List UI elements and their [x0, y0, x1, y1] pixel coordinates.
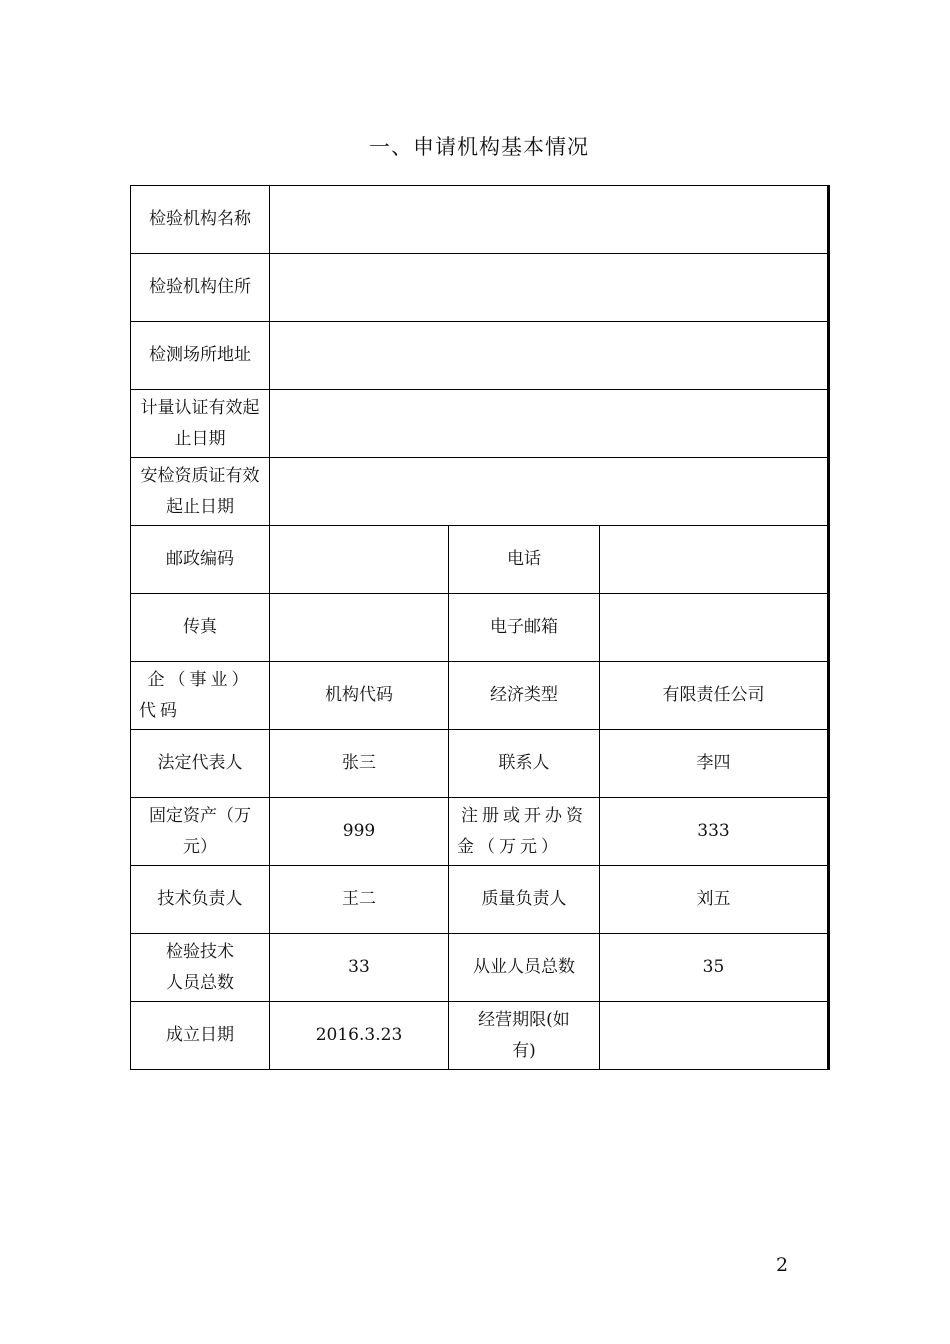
table-row: [131, 594, 829, 662]
email-label: 电子邮箱: [449, 594, 600, 662]
legal-representative-value[interactable]: 张三: [270, 730, 449, 798]
safety-cert-validity-value[interactable]: [270, 458, 829, 526]
testing-site-address-value[interactable]: [270, 322, 829, 390]
table-row: [131, 254, 829, 322]
institution-info-table: [130, 185, 830, 1070]
postal-code-label: 邮政编码: [131, 526, 270, 594]
fax-label: 传真: [131, 594, 270, 662]
institution-address-label: 检验机构住所: [131, 254, 270, 322]
phone-value[interactable]: [600, 526, 829, 594]
table-row: [131, 866, 829, 934]
registered-capital-label: 注册或开办资金（万元）: [449, 798, 600, 866]
table-row: [131, 186, 829, 254]
business-term-value[interactable]: [600, 1002, 829, 1070]
technical-manager-label: 技术负责人: [131, 866, 270, 934]
contact-person-value[interactable]: 李四: [600, 730, 829, 798]
table-row: [131, 458, 829, 526]
table-row: [131, 662, 829, 730]
institution-address-value[interactable]: [270, 254, 829, 322]
metrology-cert-validity-value[interactable]: [270, 390, 829, 458]
page-number: 2: [776, 1254, 789, 1276]
metrology-cert-validity-label: 计量认证有效起止日期: [131, 390, 270, 458]
institution-name-label: 检验机构名称: [131, 186, 270, 254]
enterprise-code-value[interactable]: 机构代码: [270, 662, 449, 730]
contact-person-label: 联系人: [449, 730, 600, 798]
quality-manager-value[interactable]: 刘五: [600, 866, 829, 934]
enterprise-code-label: 企（事业）代码: [131, 662, 270, 730]
table-row: [131, 526, 829, 594]
table-row: [131, 934, 829, 1002]
page-title: 一、申请机构基本情况: [369, 135, 589, 159]
technical-manager-value[interactable]: 王二: [270, 866, 449, 934]
table-row: [131, 1002, 829, 1070]
testing-site-address-label: 检测场所地址: [131, 322, 270, 390]
postal-code-value[interactable]: [270, 526, 449, 594]
technical-staff-total-value[interactable]: 33: [270, 934, 449, 1002]
table-row: [131, 798, 829, 866]
legal-representative-label: 法定代表人: [131, 730, 270, 798]
economic-type-value[interactable]: 有限责任公司: [600, 662, 829, 730]
employee-total-label: 从业人员总数: [449, 934, 600, 1002]
table-row: [131, 730, 829, 798]
safety-cert-validity-label: 安检资质证有效起止日期: [131, 458, 270, 526]
fax-value[interactable]: [270, 594, 449, 662]
economic-type-label: 经济类型: [449, 662, 600, 730]
established-date-value[interactable]: 2016.3.23: [270, 1002, 449, 1070]
fixed-assets-label: 固定资产（万元）: [131, 798, 270, 866]
quality-manager-label: 质量负责人: [449, 866, 600, 934]
institution-name-value[interactable]: [270, 186, 829, 254]
business-term-label: 经营期限(如有): [449, 1002, 600, 1070]
table-row: [131, 390, 829, 458]
established-date-label: 成立日期: [131, 1002, 270, 1070]
technical-staff-total-label: 检验技术人员总数: [131, 934, 270, 1002]
table-row: [131, 322, 829, 390]
email-value[interactable]: [600, 594, 829, 662]
employee-total-value[interactable]: 35: [600, 934, 829, 1002]
phone-label: 电话: [449, 526, 600, 594]
registered-capital-value[interactable]: 333: [600, 798, 829, 866]
fixed-assets-value[interactable]: 999: [270, 798, 449, 866]
